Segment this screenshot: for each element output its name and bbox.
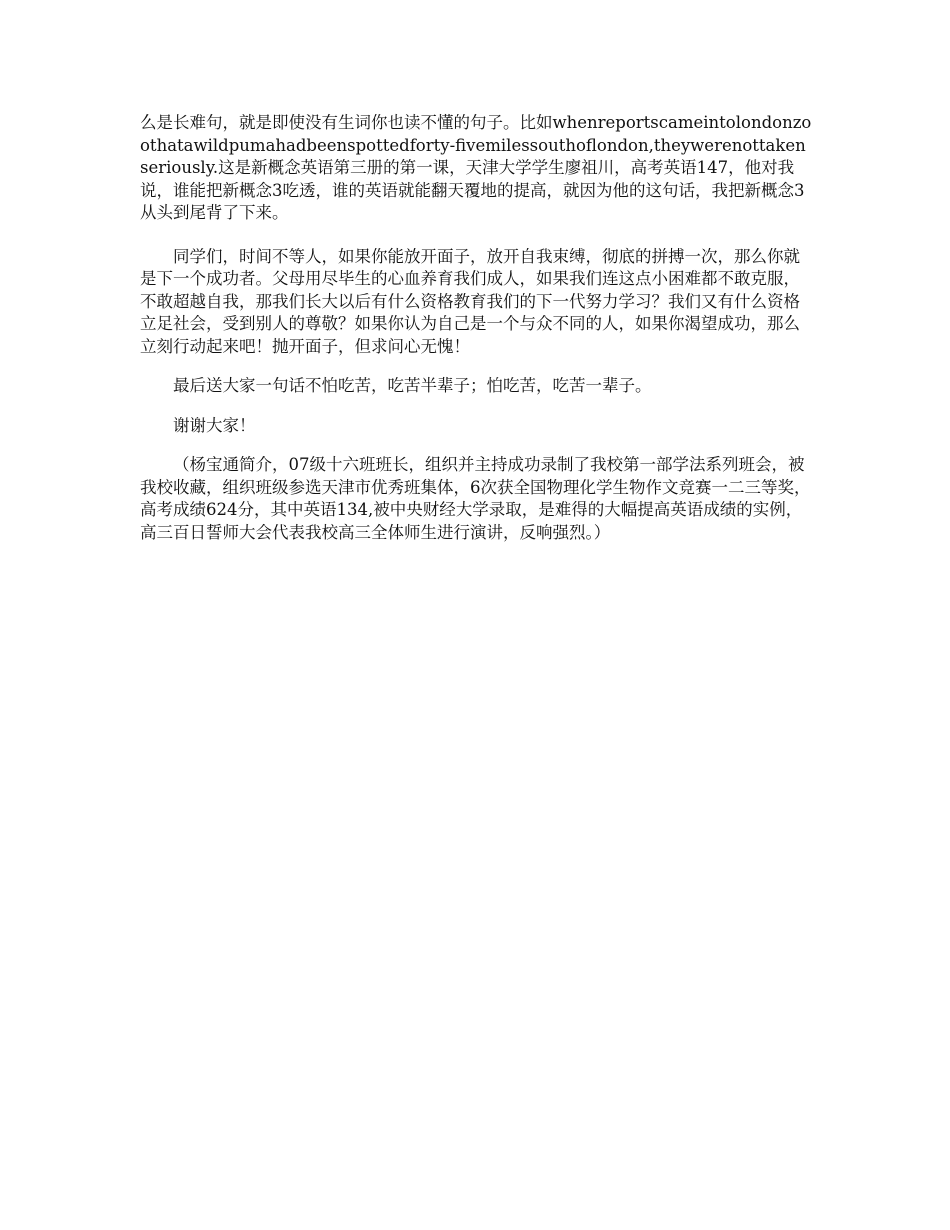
document-page xyxy=(140,112,812,561)
paragraph-english-study: 么是长难句，就是即使没有生词你也读不懂的句子。比如whenreportscameintolondonzoothatawildpumahadbeenspottedforty-fivemilessouthoflondon,theywerenottakenseriously.这是新概念英语第三册的第一课，天津大学学生廖祖川，高考英语147，他对我说，谁能把新概念3吃透，谁的英语就能翻天覆地的提高，就因为他的这句话，我把新概念3从头到尾背了下来。 xyxy=(140,113,812,222)
paragraph-call-to-action: 同学们，时间不等人，如果你能放开面子，放开自我束缚，彻底的拼搏一次，那么你就是下一个成功者。父母用尽毕生的心血养育我们成人，如果我们连这点小困难都不敢克服，不敢超越自我，那我们长大以后有什么资格教育我们的下一代努力学习？我们又有什么资格立足社会，受到别人的尊敬？如果你认为自己是一个与众不同的人，如果你渴望成功，那么立刻行动起来吧！抛开面子，但求问心无愧！ xyxy=(140,246,800,356)
paragraph-closing-quote: 最后送大家一句话不怕吃苦，吃苦半辈子；怕吃苦，吃苦一辈子。 xyxy=(173,376,652,395)
paragraph-thanks: 谢谢大家！ xyxy=(173,415,256,435)
paragraph-author-bio: （杨宝通简介，07级十六班班长，组织并主持成功录制了我校第一部学法系列班会，被我校收藏，组织班级参选天津市优秀班集体，6次获全国物理化学生物作文竞赛一二三等奖，高考成绩624分，其中英语134,被中央财经大学录取，是难得的大幅提高英语成绩的实例，高三百日誓师大会代表我校高三全体师生进行演讲，反响强烈。） xyxy=(140,455,811,542)
